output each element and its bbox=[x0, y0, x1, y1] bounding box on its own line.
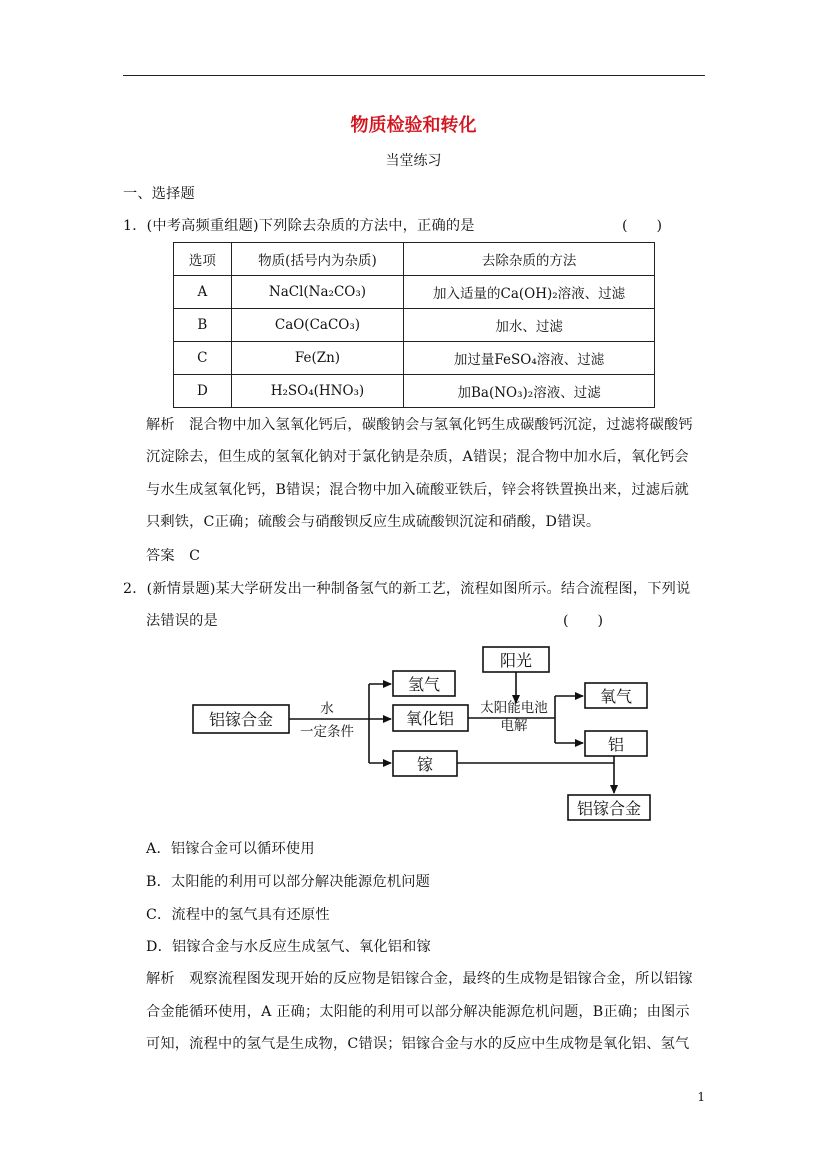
label-water: 水 bbox=[320, 701, 334, 717]
q2-option-b: B．太阳能的利用可以部分解决能源危机问题 bbox=[146, 874, 430, 890]
label-hydrogen: 氢气 bbox=[407, 675, 441, 694]
table-cell-substance: Fe(Zn) bbox=[231, 342, 404, 375]
table-cell-method: 加过量FeSO₄溶液、过滤 bbox=[404, 342, 655, 375]
label-condition: 一定条件 bbox=[300, 724, 354, 740]
q2-analysis-line: 合金能循环使用，A 正确；太阳能的利用可以部分解决能源危机问题，B正确；由图示 bbox=[146, 1004, 690, 1020]
label-alloy-output: 铝镓合金 bbox=[576, 799, 642, 818]
label-alloy-input: 铝镓合金 bbox=[208, 710, 274, 729]
q2-option-a: A．铝镓合金可以循环使用 bbox=[146, 841, 315, 857]
q1-analysis-line: 沉淀除去，但生成的氢氧化钠对于氯化钠是杂质，A错误；混合物中加水后，氧化钙会 bbox=[146, 449, 689, 465]
q2-stem-line: 法错误的是 bbox=[146, 613, 218, 629]
label-oxygen: 氧气 bbox=[599, 687, 633, 706]
page-number: 1 bbox=[697, 1090, 705, 1104]
table-cell-substance: H₂SO₄(HNO₃) bbox=[231, 375, 404, 408]
table-header: 选项 bbox=[174, 243, 232, 276]
q1-stem: 1．(中考高频重组题)下列除去杂质的方法中，正确的是 bbox=[123, 218, 475, 234]
page-subtitle: 当堂练习 bbox=[385, 153, 442, 169]
label-solar-cell: 太阳能电池 bbox=[480, 700, 548, 716]
q1-analysis-line: 只剩铁，C正确；硫酸会与硝酸钡反应生成硫酸钡沉淀和硝酸，D错误。 bbox=[146, 514, 601, 530]
q2-option-c: C．流程中的氢气具有还原性 bbox=[146, 907, 330, 923]
q2-answer-bracket: ( ) bbox=[563, 613, 604, 629]
q2-analysis-line: 解析 观察流程图发现开始的反应物是铝镓合金，最终的生成物是铝镓合金，所以铝镓 bbox=[146, 971, 693, 987]
q2-stem-line: 2．(新情景题)某大学研发出一种制备氢气的新工艺，流程如图所示。结合流程图，下列说 bbox=[123, 581, 691, 597]
table-cell-method: 加Ba(NO₃)₂溶液、过滤 bbox=[404, 375, 655, 408]
table-cell-option: D bbox=[174, 375, 232, 408]
table-cell-method: 加入适量的Ca(OH)₂溶液、过滤 bbox=[404, 276, 655, 309]
table-cell-option: B bbox=[174, 309, 232, 342]
table-cell-method: 加水、过滤 bbox=[404, 309, 655, 342]
q1-analysis-line: 解析 混合物中加入氢氧化钙后，碳酸钠会与氢氧化钙生成碳酸钙沉淀，过滤将碳酸钙 bbox=[146, 417, 693, 433]
table-header: 物质(括号内为杂质) bbox=[231, 243, 404, 276]
label-gallium: 镓 bbox=[416, 755, 434, 774]
section-heading: 一、选择题 bbox=[123, 186, 195, 202]
page-title: 物质检验和转化 bbox=[350, 115, 477, 136]
q1-analysis-line: 与水生成氢氧化钙，B错误；混合物中加入硫酸亚铁后，锌会将铁置换出来，过滤后就 bbox=[146, 482, 689, 498]
table-cell-option: C bbox=[174, 342, 232, 375]
q1-answer: 答案 C bbox=[146, 548, 201, 564]
table-cell-substance: CaO(CaCO₃) bbox=[231, 309, 404, 342]
table-header: 去除杂质的方法 bbox=[404, 243, 655, 276]
q2-analysis-line: 可知，流程中的氢气是生成物，C错误；铝镓合金与水的反应中生成物是氧化铝、氢气 bbox=[146, 1036, 690, 1052]
q2-option-d: D．铝镓合金与水反应生成氢气、氧化铝和镓 bbox=[146, 939, 431, 955]
label-alumina: 氧化铝 bbox=[405, 709, 455, 728]
label-sunlight: 阳光 bbox=[499, 651, 533, 670]
table-cell-option: A bbox=[174, 276, 232, 309]
table-cell-substance: NaCl(Na₂CO₃) bbox=[231, 276, 404, 309]
label-aluminium: 铝 bbox=[607, 735, 625, 754]
q1-answer-bracket: ( ) bbox=[622, 218, 663, 234]
label-electrolysis: 电解 bbox=[500, 718, 528, 734]
